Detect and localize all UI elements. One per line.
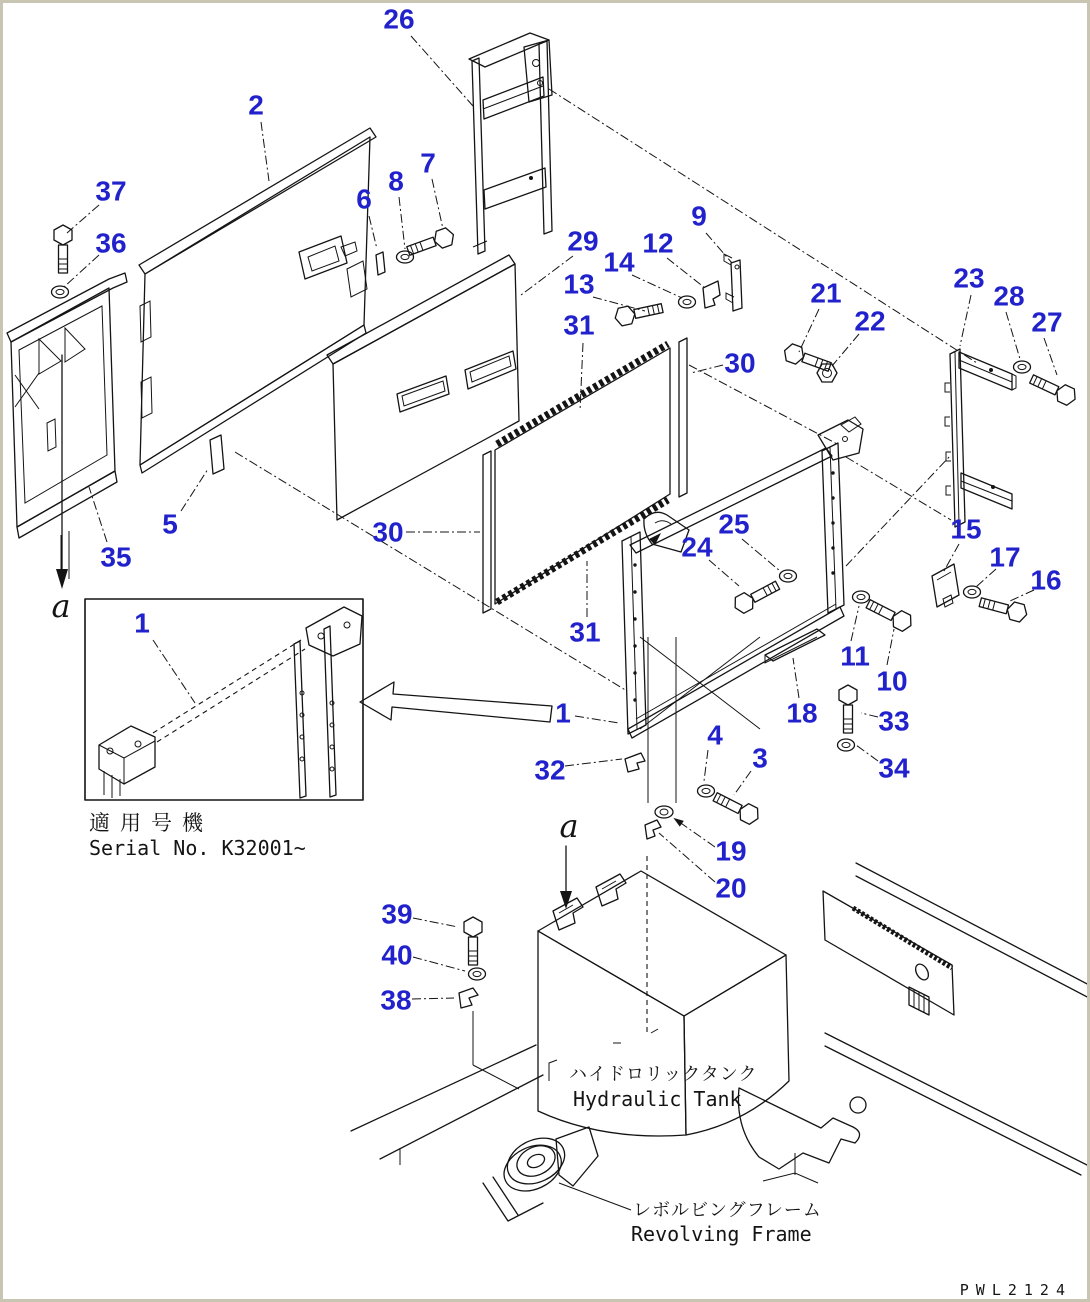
leader-line-31 bbox=[580, 343, 583, 411]
serial-inset-box bbox=[85, 599, 363, 800]
leader-line-4 bbox=[704, 750, 708, 781]
leader-line-38 bbox=[412, 998, 454, 999]
leader-line-7 bbox=[432, 179, 443, 229]
leader-line-27 bbox=[1044, 338, 1057, 375]
part-label-11: 11 bbox=[840, 640, 870, 672]
frame-caption-jp: レボルビングフレーム bbox=[633, 1200, 822, 1221]
bolt-16 bbox=[978, 593, 1029, 623]
strip-6 bbox=[376, 252, 385, 275]
nut-22 bbox=[817, 364, 837, 382]
bolt-3 bbox=[711, 789, 762, 827]
section-letter-a-top: a bbox=[51, 587, 71, 625]
part-label-2: 2 bbox=[248, 89, 264, 121]
washer-34 bbox=[838, 739, 855, 751]
part-number-labels bbox=[64, 4, 1063, 1016]
rear-frame-26 bbox=[469, 33, 552, 254]
part-label-40: 40 bbox=[381, 939, 413, 971]
leader-line-12 bbox=[667, 258, 705, 288]
washer-11 bbox=[853, 591, 870, 603]
part-label-18: 18 bbox=[786, 697, 818, 729]
bolt-37 bbox=[54, 225, 72, 273]
leader-arrowhead-19 bbox=[673, 818, 683, 827]
washer-28 bbox=[1014, 361, 1031, 373]
leader-line-21 bbox=[799, 309, 819, 352]
washer-40 bbox=[469, 968, 486, 980]
leader-line-6 bbox=[369, 216, 377, 249]
part-label-7: 7 bbox=[420, 147, 436, 179]
part-label-17: 17 bbox=[989, 541, 1021, 573]
clip-20 bbox=[645, 820, 661, 839]
fasteners bbox=[52, 225, 1079, 1008]
leader-line-22 bbox=[832, 334, 859, 366]
tank-caption-jp: ハイドロリックタンク bbox=[569, 1064, 758, 1085]
leader-line-5 bbox=[181, 469, 208, 511]
tank-frame-assembly bbox=[622, 417, 863, 803]
leader-line-1 bbox=[575, 716, 619, 723]
part-label-14: 14 bbox=[603, 246, 635, 278]
tank-clip-b bbox=[596, 874, 626, 906]
bolt-33 bbox=[839, 685, 857, 733]
strip-5 bbox=[210, 435, 224, 474]
washer-17 bbox=[964, 586, 981, 598]
leader-line-14 bbox=[632, 275, 682, 298]
inset-caption-jp: 適用号機 bbox=[89, 811, 213, 835]
part-label-12: 12 bbox=[642, 227, 674, 259]
bracket-15 bbox=[932, 564, 959, 607]
bolt-10 bbox=[864, 596, 915, 634]
drawing-code: PWL2124 bbox=[959, 1281, 1072, 1299]
part-label-5: 5 bbox=[162, 508, 178, 540]
part-label-1: 1 bbox=[555, 697, 571, 729]
part-label-15: 15 bbox=[950, 513, 982, 545]
leader-line-28 bbox=[1006, 312, 1020, 359]
leader-line-10 bbox=[887, 629, 894, 665]
part-label-35: 35 bbox=[100, 541, 132, 573]
tank-caption-en: Hydraulic Tank bbox=[573, 1087, 742, 1111]
bolt-21 bbox=[782, 342, 833, 375]
part-label-19: 19 bbox=[715, 835, 747, 867]
part-label-9: 9 bbox=[691, 200, 707, 232]
leader-line-40 bbox=[413, 957, 465, 971]
part-label-3: 3 bbox=[752, 742, 768, 774]
bolt-27 bbox=[1028, 371, 1079, 408]
washer-25 bbox=[780, 570, 797, 582]
part-label-30: 30 bbox=[724, 347, 756, 379]
bolt-13 bbox=[613, 299, 664, 327]
part-label-36: 36 bbox=[95, 227, 127, 259]
frame-caption-en: Revolving Frame bbox=[631, 1222, 812, 1246]
leader-line-39 bbox=[413, 918, 458, 927]
part-label-27: 27 bbox=[1031, 306, 1063, 338]
washer-36 bbox=[52, 286, 69, 298]
leader-line-23 bbox=[960, 295, 971, 346]
leader-line-24 bbox=[709, 560, 739, 586]
part-label-16: 16 bbox=[1030, 564, 1062, 596]
leader-line-15 bbox=[944, 544, 959, 571]
part-label-25: 25 bbox=[718, 508, 750, 540]
clip-12 bbox=[703, 281, 720, 308]
inset-caption-serial: Serial No. K32001~ bbox=[89, 836, 306, 860]
clip-38 bbox=[459, 988, 478, 1008]
leader-line-33 bbox=[861, 713, 878, 717]
clip-32 bbox=[625, 753, 645, 772]
washer-8 bbox=[397, 251, 414, 263]
part-label-21: 21 bbox=[810, 277, 842, 309]
part-label-29: 29 bbox=[567, 225, 599, 257]
part-label-30: 30 bbox=[372, 516, 404, 548]
leader-line-25 bbox=[742, 539, 780, 571]
leader-line-11 bbox=[851, 606, 859, 641]
leader-line-36 bbox=[64, 255, 99, 287]
part-label-1: 1 bbox=[134, 607, 150, 639]
leader-line-35 bbox=[89, 487, 107, 542]
part-label-32: 32 bbox=[534, 754, 566, 786]
part-label-34: 34 bbox=[878, 752, 910, 784]
part-label-39: 39 bbox=[381, 898, 413, 930]
leader-line-2 bbox=[261, 122, 269, 181]
screen-core-panel bbox=[483, 338, 687, 613]
leader-line-18 bbox=[793, 658, 799, 698]
front-frame-35 bbox=[7, 273, 127, 583]
part-label-23: 23 bbox=[953, 262, 985, 294]
part-label-38: 38 bbox=[380, 984, 412, 1016]
washer-4 bbox=[698, 785, 715, 797]
leader-line-8 bbox=[399, 197, 405, 249]
part-label-22: 22 bbox=[854, 305, 886, 337]
part-label-10: 10 bbox=[876, 665, 908, 697]
section-letter-a-mid: a bbox=[559, 807, 579, 845]
leader-line-32 bbox=[565, 759, 622, 766]
part-label-4: 4 bbox=[707, 719, 723, 751]
part-label-33: 33 bbox=[878, 705, 910, 737]
section-arrow-a-mid bbox=[560, 846, 572, 909]
leader-line-37 bbox=[67, 205, 99, 233]
leader-line-9 bbox=[706, 233, 732, 263]
part-label-8: 8 bbox=[388, 165, 404, 197]
view-reference-arrow bbox=[360, 682, 552, 722]
part-label-37: 37 bbox=[95, 175, 127, 207]
part-label-31: 31 bbox=[569, 616, 601, 648]
grommet-19 bbox=[655, 806, 673, 818]
part-label-31: 31 bbox=[563, 309, 595, 341]
leader-line-20 bbox=[659, 833, 715, 882]
side-rail-23 bbox=[945, 349, 1016, 527]
side-cover-panel-2 bbox=[139, 128, 376, 473]
part-label-6: 6 bbox=[356, 183, 372, 215]
leader-line-34 bbox=[856, 745, 878, 761]
bolt-24 bbox=[731, 577, 782, 615]
part-label-13: 13 bbox=[563, 268, 595, 300]
seal-strip-31-top bbox=[497, 344, 668, 444]
part-label-24: 24 bbox=[681, 531, 713, 563]
part-label-20: 20 bbox=[715, 872, 747, 904]
part-label-26: 26 bbox=[383, 3, 415, 35]
leader-line-26 bbox=[411, 36, 473, 106]
leader-line-3 bbox=[734, 771, 751, 795]
leader-line-1 bbox=[153, 640, 195, 703]
bolt-39 bbox=[464, 917, 482, 965]
exploded-parts-drawing bbox=[3, 3, 1090, 1302]
part-label-28: 28 bbox=[993, 280, 1025, 312]
alignment-lines bbox=[235, 89, 977, 691]
section-arrow-a-top bbox=[56, 355, 68, 589]
